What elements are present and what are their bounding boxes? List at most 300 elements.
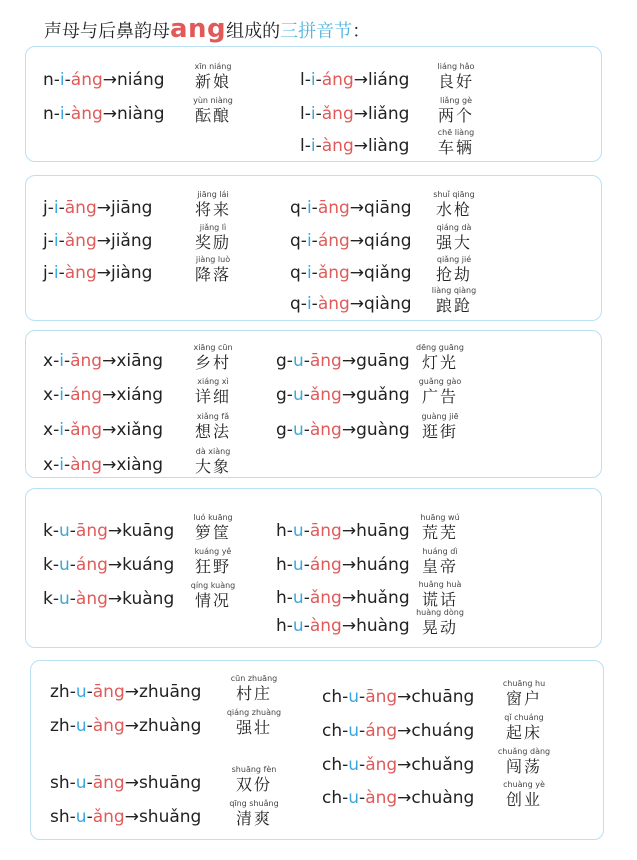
word-pinyin: shuǐ qiāng bbox=[433, 190, 475, 199]
result-syllable: kuàng bbox=[122, 589, 175, 609]
arrow-icon: → bbox=[353, 70, 368, 90]
medial-vowel: i bbox=[59, 385, 64, 405]
hyphen: - bbox=[315, 70, 322, 90]
hyphen: - bbox=[53, 420, 60, 440]
initial-letter: k bbox=[43, 589, 53, 609]
initial-letter: g bbox=[276, 385, 287, 405]
word-pinyin: xiǎng fǎ bbox=[196, 412, 230, 421]
example-word bbox=[410, 377, 470, 407]
hyphen: - bbox=[342, 721, 349, 741]
final-ang: áng bbox=[365, 721, 398, 741]
medial-vowel: u bbox=[59, 521, 70, 541]
spelling-formula bbox=[43, 198, 152, 218]
final-ang: áng bbox=[317, 231, 350, 251]
hyphen: - bbox=[53, 385, 60, 405]
example-word bbox=[424, 190, 484, 220]
example-word bbox=[183, 513, 243, 543]
initial-letter: zh bbox=[50, 682, 70, 702]
initial-letter: x bbox=[43, 455, 54, 475]
word-pinyin: qíng kuàng bbox=[190, 581, 236, 590]
initial-letter: q bbox=[290, 231, 301, 251]
word-pinyin: huàng dòng bbox=[416, 608, 464, 617]
final-ang: ǎng bbox=[321, 104, 354, 124]
result-syllable: qiáng bbox=[364, 231, 412, 251]
arrow-icon: → bbox=[102, 420, 117, 440]
medial-vowel: u bbox=[75, 773, 87, 793]
syllable-entry bbox=[43, 509, 253, 543]
syllable-entry bbox=[300, 124, 496, 158]
result-syllable: huáng bbox=[356, 555, 410, 575]
result-syllable: guàng bbox=[356, 420, 410, 440]
arrow-icon: → bbox=[96, 198, 111, 218]
hyphen: - bbox=[286, 385, 293, 405]
word-hanzi: 狂野 bbox=[194, 557, 231, 576]
word-pinyin: jiǎng lì bbox=[199, 223, 227, 232]
spelling-formula bbox=[43, 385, 163, 405]
spelling-formula bbox=[300, 104, 409, 124]
word-hanzi: 荒芜 bbox=[421, 523, 458, 542]
hyphen: - bbox=[63, 455, 71, 475]
syllable-entry bbox=[43, 373, 253, 407]
result-syllable: liǎng bbox=[367, 104, 410, 124]
result-syllable: jiǎng bbox=[110, 231, 153, 251]
final-ang: áng bbox=[321, 70, 354, 90]
spelling-formula bbox=[43, 589, 174, 609]
word-pinyin: huǎng huà bbox=[418, 580, 462, 589]
hyphen: - bbox=[53, 455, 60, 475]
syllable-entry bbox=[290, 219, 494, 253]
word-pinyin: guǎng gào bbox=[418, 377, 462, 386]
syllable-entry bbox=[50, 670, 294, 704]
arrow-icon: → bbox=[102, 455, 117, 475]
hyphen: - bbox=[47, 231, 54, 251]
medial-vowel: i bbox=[59, 351, 64, 371]
hyphen: - bbox=[286, 351, 293, 371]
hyphen: - bbox=[63, 420, 71, 440]
hyphen: - bbox=[69, 589, 76, 609]
hyphen: - bbox=[311, 198, 318, 218]
word-pinyin: xiáng xì bbox=[197, 377, 229, 386]
result-syllable: xiáng bbox=[116, 385, 164, 405]
syllable-entry bbox=[300, 58, 496, 92]
final-ang: àng bbox=[70, 104, 103, 124]
hyphen: - bbox=[86, 716, 93, 736]
word-pinyin: xiāng cūn bbox=[193, 343, 233, 352]
syllable-entry bbox=[290, 282, 494, 316]
medial-vowel: u bbox=[75, 716, 87, 736]
word-pinyin: qīng shuǎng bbox=[229, 799, 279, 808]
result-syllable: qiāng bbox=[364, 198, 412, 218]
syllable-entry bbox=[43, 219, 253, 253]
hyphen: - bbox=[311, 231, 318, 251]
final-ang: áng bbox=[70, 385, 103, 405]
arrow-icon: → bbox=[353, 104, 368, 124]
initial-letter: n bbox=[43, 104, 54, 124]
hyphen: - bbox=[300, 294, 307, 314]
medial-vowel: u bbox=[292, 385, 304, 405]
final-ang: āng bbox=[70, 351, 103, 371]
result-syllable: qiàng bbox=[364, 294, 412, 314]
medial-vowel: i bbox=[306, 198, 312, 218]
medial-vowel: i bbox=[306, 263, 312, 283]
hyphen: - bbox=[359, 721, 366, 741]
word-hanzi: 强大 bbox=[435, 233, 472, 252]
final-ang: ǎng bbox=[92, 807, 125, 827]
medial-vowel: i bbox=[59, 420, 64, 440]
word-pinyin: kuáng yě bbox=[194, 547, 232, 556]
hyphen: - bbox=[286, 420, 293, 440]
initial-letter: x bbox=[43, 351, 54, 371]
hyphen: - bbox=[47, 263, 54, 283]
result-syllable: chuāng bbox=[411, 687, 475, 707]
spelling-formula bbox=[276, 616, 410, 636]
spelling-formula bbox=[43, 70, 165, 90]
hyphen: - bbox=[286, 588, 293, 608]
result-syllable: chuáng bbox=[411, 721, 475, 741]
arrow-icon: → bbox=[124, 682, 139, 702]
word-pinyin: liáng hǎo bbox=[437, 62, 475, 71]
initial-letter: sh bbox=[50, 773, 70, 793]
medial-vowel: i bbox=[310, 104, 316, 124]
result-syllable: niàng bbox=[117, 104, 165, 124]
spelling-formula bbox=[50, 682, 201, 702]
word-pinyin: huāng wú bbox=[420, 513, 460, 522]
initial-letter: l bbox=[300, 104, 305, 124]
syllable-entry bbox=[43, 58, 253, 92]
medial-vowel: i bbox=[59, 455, 64, 475]
result-syllable: chuàng bbox=[411, 788, 475, 808]
medial-vowel: u bbox=[292, 555, 304, 575]
syllable-entry bbox=[43, 543, 253, 577]
word-hanzi: 车辆 bbox=[437, 138, 474, 157]
initial-letter: l bbox=[300, 70, 305, 90]
hyphen: - bbox=[86, 807, 93, 827]
result-syllable: kuáng bbox=[122, 555, 175, 575]
arrow-icon: → bbox=[124, 716, 139, 736]
syllable-entry bbox=[322, 709, 564, 743]
result-syllable: guǎng bbox=[356, 385, 410, 405]
initial-letter: q bbox=[290, 294, 301, 314]
spelling-formula bbox=[290, 294, 412, 314]
word-pinyin: guàng jiē bbox=[421, 412, 459, 421]
word-hanzi: 谎话 bbox=[421, 590, 458, 609]
word-hanzi: 晃动 bbox=[421, 618, 458, 637]
word-pinyin: shuāng fèn bbox=[231, 765, 277, 774]
title-final: ang bbox=[170, 14, 227, 44]
word-hanzi: 创业 bbox=[505, 790, 542, 809]
example-word bbox=[183, 62, 243, 92]
example-word bbox=[426, 128, 486, 158]
arrow-icon: → bbox=[341, 385, 357, 405]
spelling-formula bbox=[43, 555, 174, 575]
arrow-icon: → bbox=[341, 351, 357, 371]
arrow-icon: → bbox=[353, 136, 368, 156]
spelling-formula bbox=[50, 773, 201, 793]
initial-letter: h bbox=[276, 616, 287, 636]
medial-vowel: u bbox=[292, 351, 304, 371]
initial-letter: g bbox=[276, 420, 287, 440]
example-word bbox=[183, 581, 243, 611]
arrow-icon: → bbox=[124, 773, 139, 793]
spelling-formula bbox=[43, 263, 152, 283]
final-ang: áng bbox=[70, 70, 103, 90]
medial-vowel: u bbox=[348, 755, 360, 775]
medial-vowel: u bbox=[292, 588, 304, 608]
hyphen: - bbox=[300, 231, 307, 251]
example-word bbox=[183, 96, 243, 126]
arrow-icon: → bbox=[397, 788, 412, 808]
initial-letter: sh bbox=[50, 807, 70, 827]
hyphen: - bbox=[69, 773, 76, 793]
spelling-formula bbox=[290, 198, 412, 218]
word-hanzi: 踉跄 bbox=[435, 296, 472, 315]
result-syllable: shuāng bbox=[138, 773, 202, 793]
initial-letter: j bbox=[43, 198, 48, 218]
syllable-entry bbox=[276, 509, 480, 543]
word-hanzi: 皇帝 bbox=[421, 557, 458, 576]
result-syllable: jiāng bbox=[110, 198, 153, 218]
final-ang: àng bbox=[70, 455, 103, 475]
final-ang: āng bbox=[309, 521, 342, 541]
syllable-entry bbox=[322, 675, 564, 709]
word-pinyin: chuàng yè bbox=[503, 780, 545, 789]
final-ang: áng bbox=[75, 555, 108, 575]
example-word bbox=[410, 608, 470, 638]
hyphen: - bbox=[63, 385, 71, 405]
hyphen: - bbox=[86, 773, 93, 793]
medial-vowel: i bbox=[53, 231, 59, 251]
initial-letter: ch bbox=[322, 788, 343, 808]
arrow-icon: → bbox=[349, 198, 365, 218]
hyphen: - bbox=[69, 521, 76, 541]
final-ang: àng bbox=[75, 589, 108, 609]
initial-letter: j bbox=[43, 231, 48, 251]
initial-letter: k bbox=[43, 555, 53, 575]
result-syllable: xiàng bbox=[116, 455, 164, 475]
initial-letter: x bbox=[43, 420, 54, 440]
spelling-formula bbox=[300, 136, 409, 156]
example-word bbox=[424, 255, 484, 285]
word-pinyin: chuāng hu bbox=[502, 679, 546, 688]
word-pinyin: qiáng zhuàng bbox=[226, 708, 282, 717]
arrow-icon: → bbox=[107, 521, 123, 541]
word-pinyin: qiǎng jié bbox=[436, 255, 472, 264]
initial-letter: j bbox=[43, 263, 48, 283]
example-word bbox=[494, 679, 554, 709]
arrow-icon: → bbox=[341, 420, 357, 440]
result-syllable: qiǎng bbox=[364, 263, 412, 283]
example-word bbox=[183, 255, 243, 285]
spelling-formula bbox=[43, 104, 165, 124]
example-word bbox=[410, 547, 470, 577]
initial-letter: x bbox=[43, 385, 54, 405]
example-word bbox=[424, 286, 484, 316]
medial-vowel: u bbox=[348, 788, 360, 808]
hyphen: - bbox=[311, 294, 318, 314]
medial-vowel: i bbox=[53, 263, 59, 283]
word-hanzi: 灯光 bbox=[421, 353, 458, 372]
arrow-icon: → bbox=[102, 351, 117, 371]
spelling-formula bbox=[43, 231, 152, 251]
word-hanzi: 强壮 bbox=[235, 718, 272, 737]
final-ang: āng bbox=[365, 687, 398, 707]
hyphen: - bbox=[53, 351, 60, 371]
syllable-entry bbox=[276, 604, 480, 638]
arrow-icon: → bbox=[397, 755, 412, 775]
hyphen: - bbox=[315, 136, 322, 156]
result-syllable: liàng bbox=[367, 136, 410, 156]
initial-letter: h bbox=[276, 521, 287, 541]
example-word bbox=[224, 708, 284, 738]
hyphen: - bbox=[342, 687, 349, 707]
arrow-icon: → bbox=[107, 589, 123, 609]
word-pinyin: qǐ chuáng bbox=[504, 713, 544, 722]
hyphen: - bbox=[359, 788, 366, 808]
hyphen: - bbox=[286, 616, 293, 636]
arrow-icon: → bbox=[349, 294, 365, 314]
initial-letter: g bbox=[276, 351, 287, 371]
word-pinyin: liàng qiàng bbox=[431, 286, 477, 295]
initial-letter: zh bbox=[50, 716, 70, 736]
hyphen: - bbox=[58, 263, 65, 283]
medial-vowel: i bbox=[310, 136, 316, 156]
initial-letter: l bbox=[300, 136, 305, 156]
spelling-formula bbox=[276, 420, 410, 440]
result-syllable: liáng bbox=[367, 70, 410, 90]
arrow-icon: → bbox=[102, 70, 118, 90]
final-ang: àng bbox=[365, 788, 398, 808]
syllable-entry bbox=[300, 92, 496, 126]
result-syllable: xiǎng bbox=[116, 420, 164, 440]
hyphen: - bbox=[303, 420, 310, 440]
initial-letter: n bbox=[43, 70, 54, 90]
syllable-entry bbox=[276, 408, 480, 442]
medial-vowel: u bbox=[75, 682, 87, 702]
spelling-formula bbox=[276, 385, 410, 405]
arrow-icon: → bbox=[349, 231, 365, 251]
syllable-entry bbox=[43, 92, 253, 126]
example-word bbox=[183, 223, 243, 253]
result-syllable: niáng bbox=[117, 70, 165, 90]
final-ang: āng bbox=[309, 351, 342, 371]
hyphen: - bbox=[69, 555, 76, 575]
hyphen: - bbox=[304, 70, 311, 90]
title-accent: 三拼音节 bbox=[280, 21, 353, 42]
medial-vowel: i bbox=[310, 70, 316, 90]
syllable-entry bbox=[43, 577, 253, 611]
word-hanzi: 水枪 bbox=[435, 200, 472, 219]
syllable-entry bbox=[276, 339, 480, 373]
word-hanzi: 闯荡 bbox=[505, 757, 542, 776]
word-hanzi: 两个 bbox=[437, 106, 474, 125]
hyphen: - bbox=[300, 198, 307, 218]
example-word bbox=[494, 713, 554, 743]
example-word bbox=[410, 343, 470, 373]
word-pinyin: cūn zhuāng bbox=[230, 674, 278, 683]
result-syllable: zhuāng bbox=[139, 682, 202, 702]
title-prefix: 声母与后鼻韵母 bbox=[44, 21, 170, 42]
hyphen: - bbox=[303, 616, 310, 636]
spelling-formula bbox=[322, 788, 474, 808]
spelling-formula bbox=[322, 721, 474, 741]
syllable-entry bbox=[290, 251, 494, 285]
word-hanzi: 乡村 bbox=[194, 353, 231, 372]
word-hanzi: 抢劫 bbox=[435, 265, 472, 284]
arrow-icon: → bbox=[341, 555, 357, 575]
word-hanzi: 想法 bbox=[194, 422, 231, 441]
syllable-entry bbox=[276, 543, 480, 577]
title-suffix: ： bbox=[352, 21, 371, 42]
page-title bbox=[44, 14, 370, 44]
hyphen: - bbox=[69, 807, 76, 827]
syllable-entry bbox=[43, 408, 253, 442]
hyphen: - bbox=[58, 231, 65, 251]
final-ang: āng bbox=[75, 521, 108, 541]
final-ang: āng bbox=[64, 198, 97, 218]
syllable-entry bbox=[290, 186, 494, 220]
result-syllable: zhuàng bbox=[139, 716, 202, 736]
spelling-formula bbox=[300, 70, 409, 90]
hyphen: - bbox=[303, 385, 310, 405]
word-hanzi: 双份 bbox=[235, 775, 272, 794]
result-syllable: jiàng bbox=[110, 263, 153, 283]
hyphen: - bbox=[303, 588, 310, 608]
hyphen: - bbox=[64, 104, 71, 124]
hyphen: - bbox=[58, 198, 65, 218]
syllable-entry bbox=[43, 443, 253, 477]
hyphen: - bbox=[304, 104, 311, 124]
word-hanzi: 新娘 bbox=[194, 72, 231, 91]
example-word bbox=[224, 674, 284, 704]
word-pinyin: luó kuāng bbox=[193, 513, 233, 522]
word-pinyin: qiáng dà bbox=[436, 223, 472, 232]
word-pinyin: huáng dì bbox=[422, 547, 458, 556]
spelling-formula bbox=[322, 687, 474, 707]
initial-letter: ch bbox=[322, 687, 343, 707]
word-hanzi: 起床 bbox=[505, 723, 542, 742]
initial-letter: k bbox=[43, 521, 53, 541]
spelling-formula bbox=[43, 455, 163, 475]
word-pinyin: dà xiàng bbox=[195, 447, 231, 456]
initial-letter: q bbox=[290, 198, 301, 218]
arrow-icon: → bbox=[341, 616, 357, 636]
word-hanzi: 大象 bbox=[194, 457, 231, 476]
syllable-entry bbox=[276, 373, 480, 407]
word-pinyin: dēng guāng bbox=[416, 343, 464, 352]
final-ang: ǎng bbox=[365, 755, 398, 775]
arrow-icon: → bbox=[349, 263, 365, 283]
medial-vowel: u bbox=[348, 687, 360, 707]
hyphen: - bbox=[303, 555, 310, 575]
word-pinyin: chuǎng dàng bbox=[497, 747, 551, 756]
example-word bbox=[224, 765, 284, 795]
hyphen: - bbox=[52, 589, 59, 609]
spelling-formula bbox=[276, 351, 410, 371]
result-syllable: kuāng bbox=[122, 521, 175, 541]
final-ang: ǎng bbox=[64, 231, 97, 251]
example-word bbox=[426, 62, 486, 92]
final-ang: āng bbox=[317, 198, 350, 218]
hyphen: - bbox=[53, 104, 60, 124]
spelling-formula bbox=[276, 521, 410, 541]
spelling-formula bbox=[43, 521, 174, 541]
syllable-entry bbox=[50, 704, 294, 738]
arrow-icon: → bbox=[124, 807, 139, 827]
final-ang: àng bbox=[92, 716, 125, 736]
medial-vowel: i bbox=[306, 294, 312, 314]
word-hanzi: 详细 bbox=[194, 387, 231, 406]
final-ang: àng bbox=[64, 263, 97, 283]
